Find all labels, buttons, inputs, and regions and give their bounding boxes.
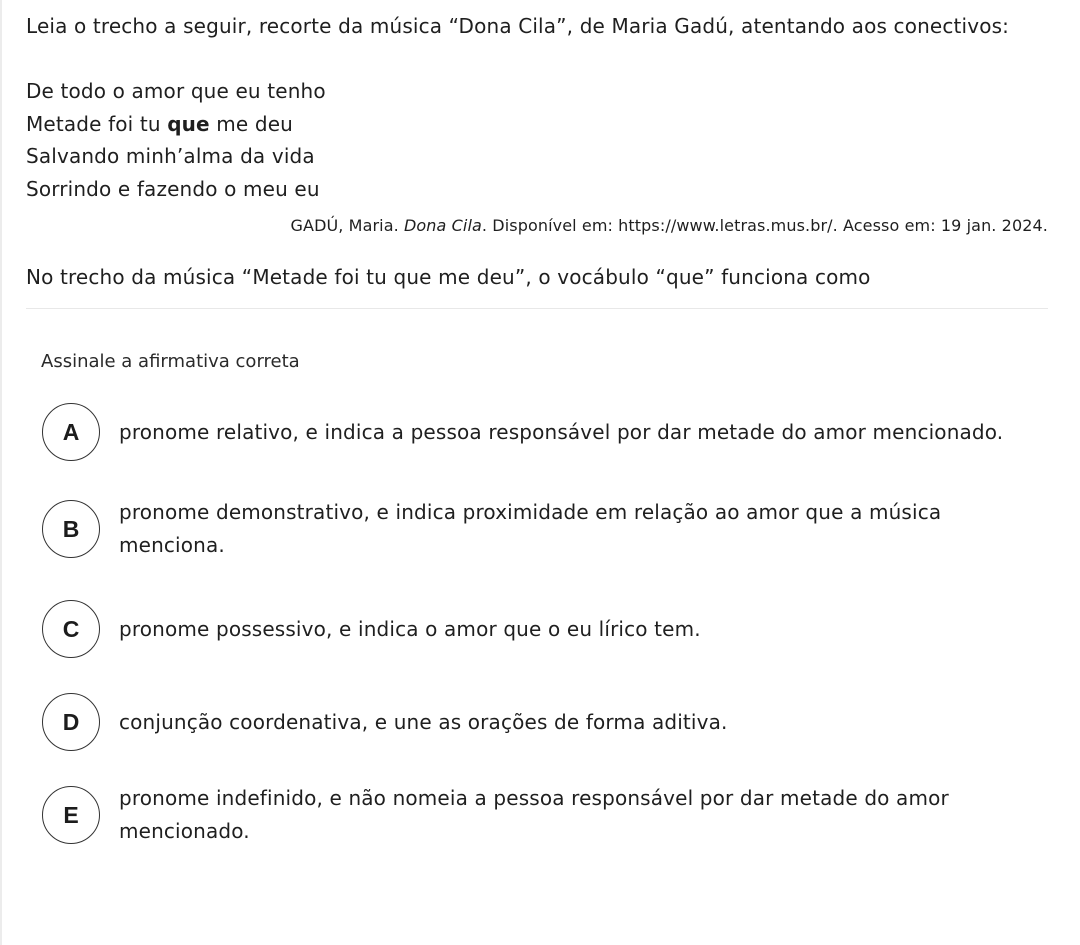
question-intro: Leia o trecho a seguir, recorte da música “Dona Cila”, de Maria Gadú, atentando aos conectivos: (26, 14, 1010, 38)
option-c-letter[interactable]: C (42, 600, 100, 658)
option-b-text[interactable]: pronome demonstrativo, e indica proximidade em relação ao amor que a música menciona. (119, 500, 942, 557)
citation-source: . Disponível em: https://www.letras.mus.br/. Acesso em: 19 jan. 2024. (481, 216, 1048, 235)
option-a-letter[interactable]: A (42, 403, 100, 461)
citation-author: GADÚ, Maria. (290, 216, 404, 235)
poem-line-3: Salvando minh’alma da vida (26, 144, 315, 168)
option-c[interactable] (26, 600, 1050, 658)
option-d-letter[interactable]: D (42, 693, 100, 751)
song-excerpt (26, 75, 1050, 205)
poem-line-2-end: me deu (209, 111, 293, 136)
option-a[interactable] (26, 399, 1050, 465)
poem-line-2-start: Metade foi tu (26, 111, 168, 136)
option-e[interactable] (26, 782, 1050, 848)
poem-line-2 (26, 108, 1050, 141)
option-e-text[interactable]: pronome indefinido, e não nomeia a pessoa responsável por dar metade do amor mencionado. (119, 786, 949, 843)
answer-options (26, 399, 1050, 848)
source-citation (26, 215, 1050, 237)
option-c-text[interactable]: pronome possessivo, e indica o amor que o eu lírico tem. (119, 616, 701, 641)
highlighted-word: que (167, 111, 210, 136)
option-a-text[interactable]: pronome relativo, e indica a pessoa responsável por dar metade do amor mencionado. (119, 419, 1004, 444)
citation-title: Dona Cila (404, 216, 482, 235)
option-b-letter[interactable]: B (42, 500, 100, 558)
instruction-label: Assinale a afirmativa correta (41, 351, 300, 372)
question-statement: No trecho da música “Metade foi tu que me deu”, o vocábulo “que” funciona como (26, 265, 871, 289)
question-card (26, 10, 1050, 848)
left-border (0, 0, 2, 945)
option-d-text[interactable]: conjunção coordenativa, e une as orações de forma aditiva. (119, 709, 728, 734)
poem-line-1: De todo o amor que eu tenho (26, 79, 326, 103)
poem-line-4: Sorrindo e fazendo o meu eu (26, 176, 320, 201)
option-d[interactable] (26, 693, 1050, 751)
option-e-letter[interactable]: E (42, 786, 100, 844)
divider (26, 308, 1048, 309)
option-b[interactable] (26, 496, 1050, 562)
